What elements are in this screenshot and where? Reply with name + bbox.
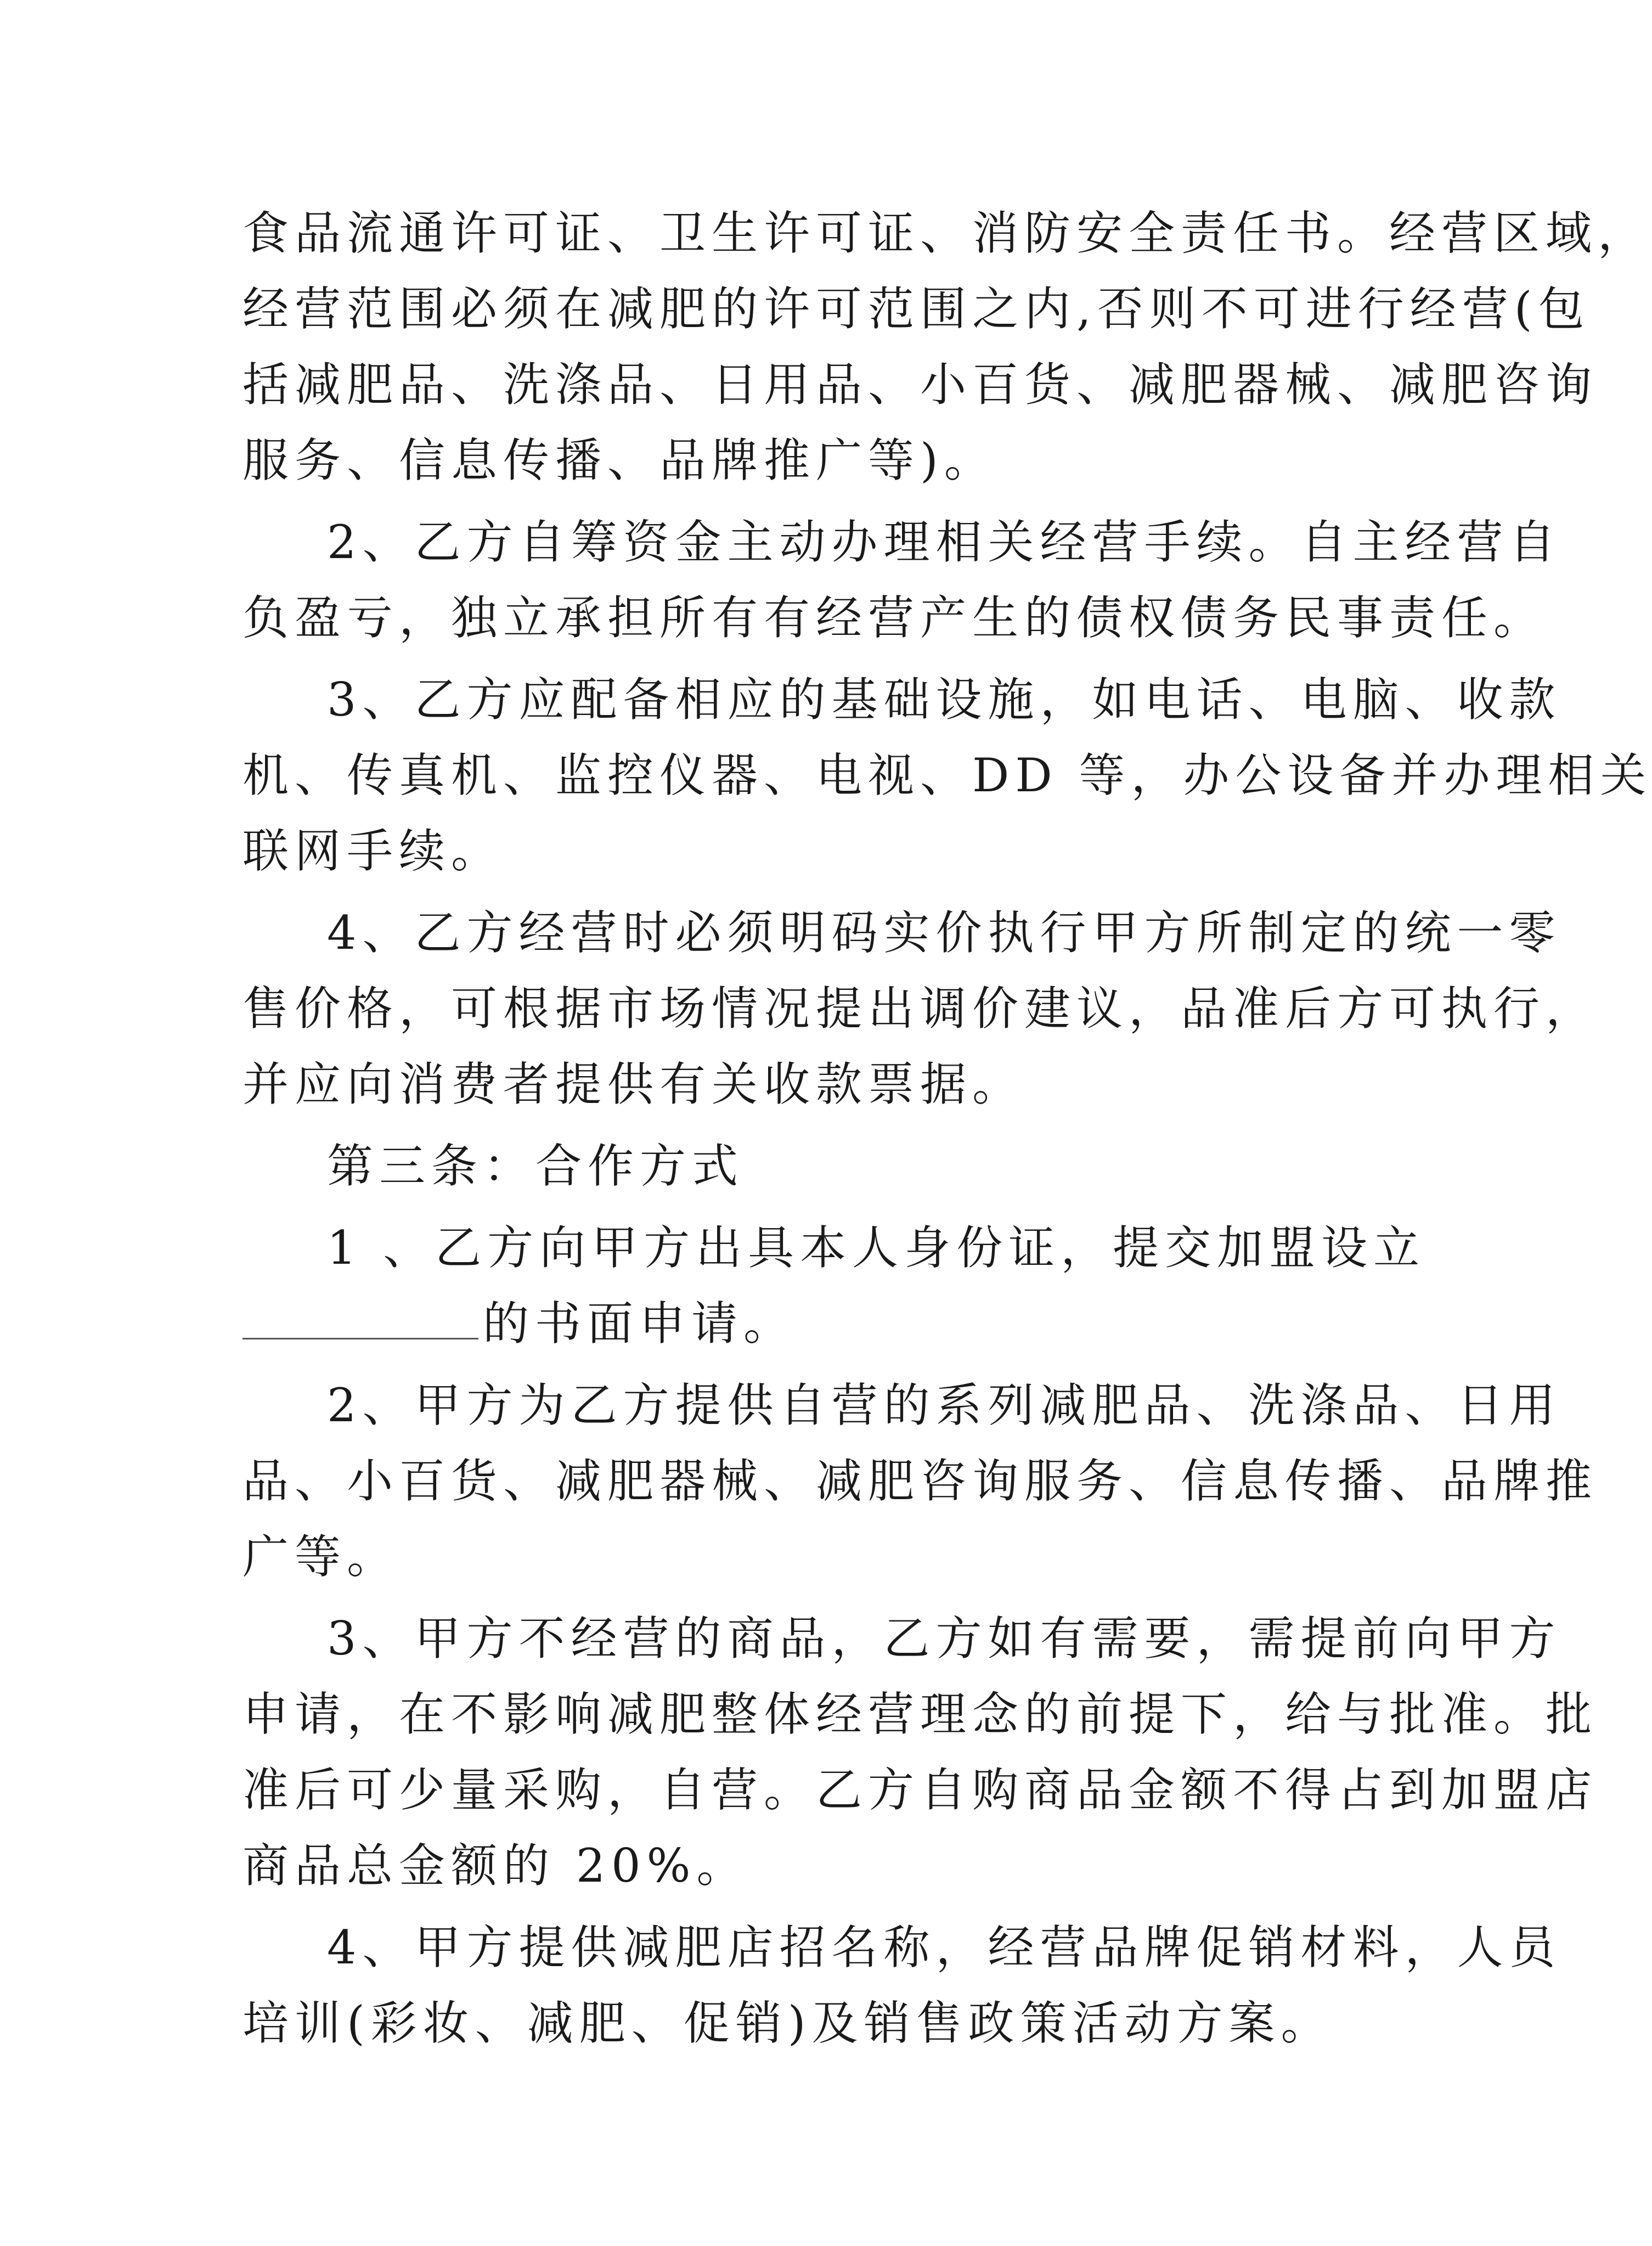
text-line: 机、传真机、监控仪器、电视、DD 等，办公设备并办理相关	[243, 748, 1652, 802]
fill-in-blank	[243, 1336, 478, 1339]
text-line: 负盈亏，独立承担所有有经营产生的债权债务民事责任。	[243, 591, 1546, 645]
text-line: 服务、信息传播、品牌推广等)。	[243, 434, 996, 487]
text-line: 售价格，可根据市场情况提出调价建议，品准后方可执行，	[243, 982, 1598, 1035]
text-line: 广等。	[243, 1530, 399, 1584]
text-line: 商品总金额的 20%。	[243, 1839, 749, 1893]
text-line: 准后可少量采购，自营。乙方自购商品金额不得占到加盟店	[243, 1763, 1598, 1817]
paragraph-line: 2、乙方自筹资金主动办理相关经营手续。自主经营自	[327, 515, 1561, 569]
text-line: 括减肥品、洗涤品、日用品、小百货、减肥器械、减肥咨询	[243, 358, 1598, 412]
text-line: 经营范围必须在减肥的许可范围之内,否则不可进行经营(包	[243, 282, 1591, 336]
paragraph-line: 4、甲方提供减肥店招名称，经营品牌促销材料，人员	[327, 1921, 1561, 1974]
text-line	[243, 1285, 1362, 1362]
text-line: 联网手续。	[243, 824, 504, 878]
text-line: 申请，在不影响减肥整体经营理念的前提下，给与批准。批	[243, 1687, 1598, 1741]
text-segment: 的书面申请。	[483, 1297, 796, 1350]
paragraph-line: 3、乙方应配备相应的基础设施，如电话、电脑、收款	[327, 673, 1561, 727]
text-line: 培训(彩妆、减肥、促销)及销售政策活动方案。	[243, 1996, 1333, 2050]
text-line: 食品流通许可证、卫生许可证、消防安全责任书。经营区域，	[243, 206, 1650, 260]
paragraph-line: 2、甲方为乙方提供自营的系列减肥品、洗涤品、日用	[327, 1378, 1561, 1432]
paragraph-line: 4、乙方经营时必须明码实价执行甲方所制定的统一零	[327, 906, 1561, 960]
paragraph-line: 1 、乙方向甲方出具本人身份证，提交加盟设立	[327, 1221, 1426, 1275]
text-line: 品、小百货、减肥器械、减肥咨询服务、信息传播、品牌推	[243, 1454, 1598, 1508]
section-heading: 第三条：合作方式	[327, 1139, 745, 1193]
text-line: 并应向消费者提供有关收款票据。	[243, 1057, 1025, 1111]
paragraph-line: 3、甲方不经营的商品，乙方如有需要，需提前向甲方	[327, 1612, 1561, 1665]
